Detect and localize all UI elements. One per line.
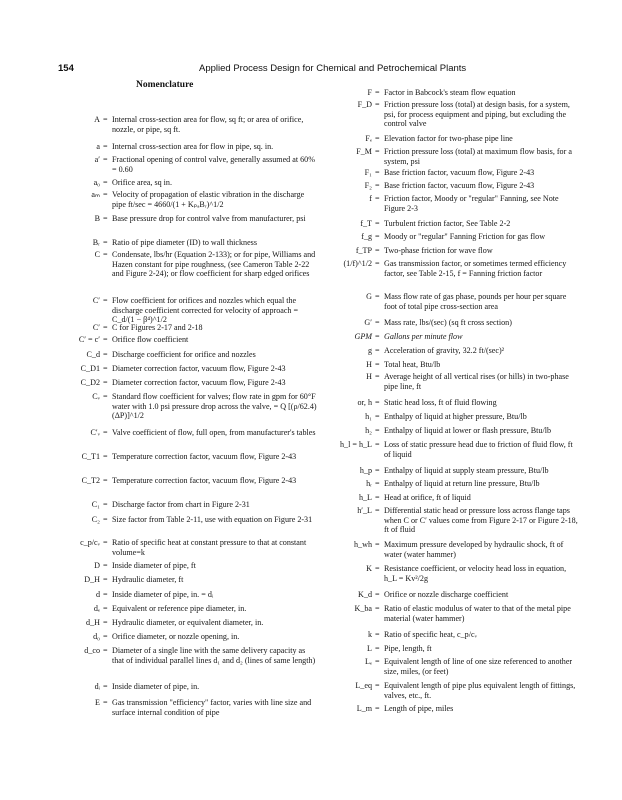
nomenclature-symbol: K_d: [358, 590, 372, 599]
equals-sign: =: [103, 323, 108, 332]
nomenclature-symbol: dᵢ: [94, 682, 100, 691]
nomenclature-symbol: C′: [92, 296, 100, 305]
nomenclature-symbol: H: [366, 372, 372, 381]
nomenclature-definition: Enthalpy of liquid at higher pressure, Btu/lb: [384, 412, 527, 421]
nomenclature-definition: Inside diameter of pipe, in. = dᵢ: [112, 590, 214, 599]
equals-sign: =: [375, 147, 380, 156]
nomenclature-definition: Enthalpy of liquid at lower or flash pressure, Btu/lb: [384, 426, 552, 435]
nomenclature-definition: Base friction factor, vacuum flow, Figure 2-43: [384, 168, 535, 177]
nomenclature-symbol: G′: [364, 318, 372, 327]
nomenclature-symbol: C′: [92, 323, 100, 332]
equals-sign: =: [103, 515, 108, 524]
nomenclature-symbol: h_wh: [354, 540, 372, 549]
nomenclature-definition: Temperature correction factor, vacuum flow, Figure 2-43: [112, 452, 297, 461]
equals-sign: =: [103, 632, 108, 641]
nomenclature-symbol: h₂: [365, 426, 372, 435]
nomenclature-definition: Equivalent length of pipe plus equivalent length of fittings, valves, etc., ft.: [384, 681, 576, 700]
equals-sign: =: [375, 657, 380, 666]
equals-sign: =: [375, 168, 380, 177]
nomenclature-definition: Mass flow rate of gas phase, pounds per hour per square foot of total pipe cross-section area: [384, 292, 567, 311]
equals-sign: =: [103, 428, 108, 437]
nomenclature-symbol: f_T: [360, 219, 372, 228]
equals-sign: =: [375, 134, 380, 143]
nomenclature-definition: Base friction factor, vacuum flow, Figure 2-43: [384, 181, 535, 190]
nomenclature-definition: Hydraulic diameter, or equivalent diameter, in.: [112, 618, 264, 627]
nomenclature-title: Nomenclature: [136, 80, 194, 90]
equals-sign: =: [375, 88, 380, 97]
equals-sign: =: [375, 246, 380, 255]
equals-sign: =: [103, 646, 108, 655]
nomenclature-symbol: Cᵥ: [92, 392, 100, 401]
equals-sign: =: [375, 181, 380, 190]
nomenclature-symbol: GPM: [354, 332, 372, 341]
equals-sign: =: [375, 704, 380, 713]
nomenclature-symbol: k: [367, 630, 372, 639]
nomenclature-symbol: h_L: [358, 493, 372, 502]
nomenclature-symbol: C: [94, 250, 100, 259]
nomenclature-definition: Gas transmission factor, or sometimes termed efficiency factor, see Table 2-15, f = Fanning friction factor: [384, 259, 567, 278]
nomenclature-definition: Head at orifice, ft of liquid: [384, 493, 471, 502]
nomenclature-definition: Ratio of elastic modulus of water to that of the metal pipe material (water hammer): [384, 604, 571, 623]
nomenclature-symbol: B: [94, 214, 100, 223]
nomenclature-symbol: (1/f)^1/2: [343, 259, 372, 268]
equals-sign: =: [375, 630, 380, 639]
nomenclature-symbol: dₑ: [93, 604, 100, 613]
nomenclature-definition: Internal cross-section area for flow, sq ft; or area of orifice, nozzle, or pipe, sq ft.: [112, 115, 304, 134]
nomenclature-symbol: f: [369, 194, 372, 203]
equals-sign: =: [375, 372, 380, 381]
nomenclature-symbol: C_D2: [80, 378, 100, 387]
nomenclature-definition: Friction pressure loss (total) at maximum flow basis, for a system, psi: [384, 147, 572, 166]
equals-sign: =: [103, 178, 108, 187]
equals-sign: =: [375, 590, 380, 599]
nomenclature-definition: Equivalent length of line of one size referenced to another size, miles, (or feet): [384, 657, 573, 676]
nomenclature-symbol: F_D: [357, 100, 372, 109]
equals-sign: =: [375, 100, 380, 109]
nomenclature-definition: Flow coefficient for orifices and nozzles which equal the discharge coefficient corrected for velocity of approach = C_d/(1 − β⁴)^1/2: [112, 296, 299, 325]
nomenclature-definition: Elevation factor for two-phase pipe line: [384, 134, 513, 143]
equals-sign: =: [103, 296, 108, 305]
nomenclature-symbol: a: [96, 142, 100, 151]
nomenclature-definition: Ratio of specific heat, c_p/cᵥ: [384, 630, 477, 639]
nomenclature-symbol: F_M: [356, 147, 372, 156]
nomenclature-definition: Condensate, lbs/hr (Equation 2-133); or for pipe, Williams and Hazen constant for pipe roughness, (see Cameron Table 2-22 and Figure 2-24); or flow coefficient for sharp edged orifices: [112, 250, 316, 279]
nomenclature-symbol: hᵣ: [366, 479, 372, 488]
equals-sign: =: [103, 392, 108, 401]
nomenclature-symbol: C₁: [91, 500, 100, 509]
nomenclature-symbol: H: [366, 360, 372, 369]
nomenclature-definition: Ratio of pipe diameter (ID) to wall thickness: [112, 238, 257, 247]
equals-sign: =: [375, 292, 380, 301]
nomenclature-symbol: h_l = h_L: [340, 440, 372, 449]
equals-sign: =: [375, 360, 380, 369]
nomenclature-definition: Internal cross-section area for flow in pipe, sq. in.: [112, 142, 274, 151]
nomenclature-symbol: Lₑ: [364, 657, 372, 666]
page-number: 154: [58, 63, 74, 74]
equals-sign: =: [103, 476, 108, 485]
nomenclature-definition: Maximum pressure developed by hydraulic shock, ft of water (water hammer): [384, 540, 564, 559]
nomenclature-symbol: f_TP: [355, 246, 372, 255]
nomenclature-symbol: K_ba: [354, 604, 372, 613]
nomenclature-definition: Enthalpy of liquid at return line pressure, Btu/lb: [384, 479, 540, 488]
nomenclature-definition: Discharge factor from chart in Figure 2-31: [112, 500, 250, 509]
equals-sign: =: [375, 564, 380, 573]
equals-sign: =: [103, 538, 108, 547]
nomenclature-symbol: F₂: [364, 181, 372, 190]
nomenclature-definition: Two-phase friction for wave flow: [384, 246, 493, 255]
nomenclature-definition: Pipe, length, ft: [384, 644, 432, 653]
nomenclature-symbol: c_p/cᵥ: [80, 538, 100, 547]
nomenclature-definition: Orifice or nozzle discharge coefficient: [384, 590, 509, 599]
nomenclature-definition: Factor in Babcock's steam flow equation: [384, 88, 516, 97]
nomenclature-symbol: d₀: [93, 632, 100, 641]
equals-sign: =: [375, 194, 380, 203]
equals-sign: =: [103, 364, 108, 373]
equals-sign: =: [375, 318, 380, 327]
nomenclature-symbol: C_T2: [81, 476, 100, 485]
nomenclature-definition: Inside diameter of pipe, ft: [112, 561, 196, 570]
equals-sign: =: [103, 452, 108, 461]
nomenclature-symbol: h₁: [365, 412, 372, 421]
nomenclature-definition: Acceleration of gravity, 32.2 ft/(sec)²: [384, 346, 505, 355]
nomenclature-symbol: D: [94, 561, 100, 570]
nomenclature-symbol: F: [367, 88, 372, 97]
nomenclature-definition: Friction pressure loss (total) at design basis, for a system, psi, for process equipment and piping, but excluding the control valve: [384, 100, 570, 129]
equals-sign: =: [375, 493, 380, 502]
nomenclature-definition: C for Figures 2-17 and 2-18: [112, 323, 203, 332]
running-head: Applied Process Design for Chemical and Petrochemical Plants: [199, 63, 467, 74]
equals-sign: =: [375, 232, 380, 241]
nomenclature-definition: Velocity of propagation of elastic vibration in the discharge pipe ft/sec = 4660/(1 + KₚₐBᵣ)^1/2: [112, 190, 305, 209]
nomenclature-definition: Diameter of a single line with the same delivery capacity as that of individual parallel lines d₁ and d₂ (lines of same length): [112, 646, 316, 665]
nomenclature-definition: Turbulent friction factor, See Table 2-2: [384, 219, 511, 228]
equals-sign: =: [375, 332, 380, 341]
equals-sign: =: [103, 604, 108, 613]
nomenclature-definition: Enthalpy of liquid at supply steam pressure, Btu/lb: [384, 466, 549, 475]
nomenclature-symbol: d: [95, 590, 100, 599]
nomenclature-definition: Mass rate, lbs/(sec) (sq ft cross section): [384, 318, 512, 327]
equals-sign: =: [103, 618, 108, 627]
equals-sign: =: [375, 426, 380, 435]
nomenclature-definition: Length of pipe, miles: [384, 704, 454, 713]
equals-sign: =: [103, 378, 108, 387]
nomenclature-definition: Differential static head or pressure loss across flange taps when C or C′ values come from Figure 2-17 or Figure 2-18, ft of fluid: [384, 506, 578, 535]
equals-sign: =: [103, 335, 108, 344]
nomenclature-definition: Fractional opening of control valve, generally assumed at 60% = 0.60: [112, 155, 315, 174]
equals-sign: =: [375, 259, 380, 268]
nomenclature-definition: Temperature correction factor, vacuum flow, Figure 2-43: [112, 476, 297, 485]
equals-sign: =: [103, 590, 108, 599]
nomenclature-symbol: L: [367, 644, 372, 653]
nomenclature-symbol: D_H: [84, 575, 100, 584]
nomenclature-definition: Hydraulic diameter, ft: [112, 575, 184, 584]
nomenclature-definition: Inside diameter of pipe, in.: [112, 682, 200, 691]
equals-sign: =: [375, 604, 380, 613]
nomenclature-definition: Resistance coefficient, or velocity head loss in equation, h_L = Kv²/2g: [384, 564, 567, 583]
nomenclature-definition: Diameter correction factor, vacuum flow, Figure 2-43: [112, 378, 286, 387]
nomenclature-symbol: C_T1: [81, 452, 100, 461]
equals-sign: =: [375, 506, 380, 515]
nomenclature-definition: Standard flow coefficient for valves; flow rate in gpm for 60°F water with 1.0 psi pressure drop across the valve, = Q [(ρ/62.4) (ΔP)]^1/2: [112, 392, 317, 421]
nomenclature-definition: Gas transmission "efficiency" factor, varies with line size and surface internal condition of pipe: [112, 698, 312, 717]
equals-sign: =: [103, 214, 108, 223]
equals-sign: =: [103, 682, 108, 691]
nomenclature-symbol: L_eq: [355, 681, 372, 690]
nomenclature-definition: Ratio of specific heat at constant pressure to that at constant volume=k: [112, 538, 307, 557]
equals-sign: =: [103, 155, 108, 164]
equals-sign: =: [375, 398, 380, 407]
nomenclature-symbol: C_D1: [80, 364, 100, 373]
equals-sign: =: [103, 190, 108, 199]
nomenclature-definition: Moody or "regular" Fanning Friction for gas flow: [384, 232, 546, 241]
nomenclature-symbol: h_p: [359, 466, 372, 475]
equals-sign: =: [103, 250, 108, 259]
nomenclature-definition: Orifice area, sq in.: [112, 178, 172, 187]
nomenclature-symbol: G: [366, 292, 372, 301]
nomenclature-definition: Gallons per minute flow: [384, 332, 463, 341]
equals-sign: =: [103, 238, 108, 247]
nomenclature-symbol: aₘ: [91, 190, 100, 199]
nomenclature-symbol: g: [367, 346, 372, 355]
equals-sign: =: [375, 440, 380, 449]
nomenclature-symbol: Fₑ: [365, 134, 372, 143]
equals-sign: =: [375, 681, 380, 690]
nomenclature-symbol: A: [94, 115, 100, 124]
equals-sign: =: [375, 219, 380, 228]
nomenclature-symbol: F₁: [364, 168, 372, 177]
nomenclature-definition: Orifice flow coefficient: [112, 335, 189, 344]
nomenclature-symbol: C′ = c′: [78, 335, 100, 344]
nomenclature-symbol: Bᵣ: [92, 238, 100, 247]
nomenclature-symbol: C₂: [91, 515, 100, 524]
nomenclature-definition: Friction factor, Moody or "regular" Fanning, see Note Figure 2-3: [384, 194, 559, 213]
equals-sign: =: [375, 540, 380, 549]
nomenclature-definition: Diameter correction factor, vacuum flow, Figure 2-43: [112, 364, 286, 373]
nomenclature-symbol: or, h: [357, 398, 372, 407]
equals-sign: =: [375, 479, 380, 488]
nomenclature-definition: Equivalent or reference pipe diameter, in.: [112, 604, 247, 613]
nomenclature-definition: Total heat, Btu/lb: [384, 360, 441, 369]
equals-sign: =: [103, 500, 108, 509]
equals-sign: =: [103, 561, 108, 570]
nomenclature-symbol: C′ᵥ: [90, 428, 100, 437]
nomenclature-definition: Discharge coefficient for orifice and nozzles: [112, 350, 256, 359]
nomenclature-definition: Static head loss, ft of fluid flowing: [384, 398, 497, 407]
nomenclature-definition: Orifice diameter, or nozzle opening, in.: [112, 632, 240, 641]
nomenclature-symbol: a₀: [93, 178, 100, 187]
nomenclature-symbol: a′: [94, 155, 100, 164]
nomenclature-definition: Valve coefficient of flow, full open, from manufacturer's tables: [112, 428, 316, 437]
equals-sign: =: [103, 698, 108, 707]
nomenclature-definition: Size factor from Table 2-11, use with equation on Figure 2-31: [112, 515, 313, 524]
equals-sign: =: [375, 466, 380, 475]
nomenclature-symbol: f_g: [361, 232, 372, 241]
equals-sign: =: [103, 350, 108, 359]
nomenclature-symbol: h′_L: [357, 506, 372, 515]
nomenclature-symbol: K: [366, 564, 372, 573]
equals-sign: =: [375, 346, 380, 355]
equals-sign: =: [103, 115, 108, 124]
nomenclature-symbol: d_H: [86, 618, 100, 627]
equals-sign: =: [375, 644, 380, 653]
nomenclature-definition: Average height of all vertical rises (or hills) in two-phase pipe line, ft: [384, 372, 569, 391]
equals-sign: =: [103, 142, 108, 151]
nomenclature-symbol: C_d: [86, 350, 100, 359]
equals-sign: =: [375, 412, 380, 421]
nomenclature-symbol: d_co: [84, 646, 100, 655]
nomenclature-definition: Loss of static pressure head due to friction of fluid flow, ft of liquid: [384, 440, 573, 459]
nomenclature-definition: Base pressure drop for control valve from manufacturer, psi: [112, 214, 306, 223]
nomenclature-symbol: E: [95, 698, 100, 707]
equals-sign: =: [103, 575, 108, 584]
nomenclature-symbol: L_m: [356, 704, 372, 713]
